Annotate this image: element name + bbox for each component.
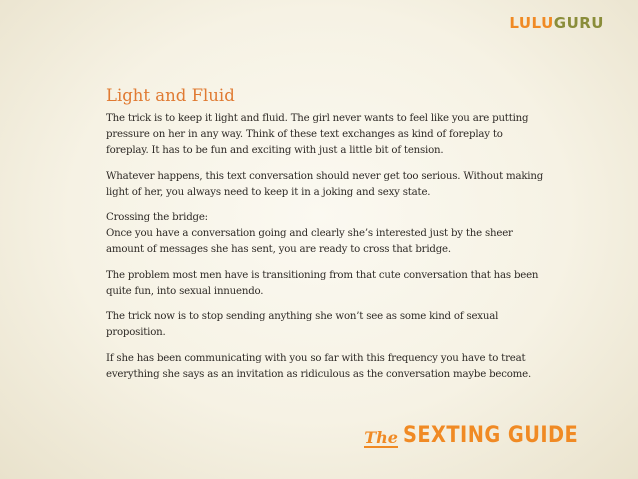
paragraph: The trick now is to stop sending anything she won’t see as some kind of sexual proposition. bbox=[106, 311, 499, 338]
brand-logo-part2: GURU bbox=[553, 14, 604, 32]
body-text bbox=[106, 111, 548, 392]
brand-logo bbox=[509, 14, 604, 32]
paragraph: The problem most men have is transitioning from that cute conversation that has been quite fun, into sexual innuendo. bbox=[106, 269, 539, 297]
paragraph: Whatever happens, this text conversation should never get too serious. Without making light of her, you always need to keep it in a joking and sexy state. bbox=[106, 170, 544, 198]
footer-logo bbox=[364, 424, 602, 448]
footer-logo-title: SEXTING GUIDE bbox=[402, 423, 579, 448]
paragraph: The trick is to keep it light and fluid. The girl never wants to feel like you are putting pressure on her in any way. Think of these text exchanges as kind of foreplay to foreplay. It has to be fun and exciting with just a little bit of tension. bbox=[106, 113, 529, 156]
brand-logo-part1: LULU bbox=[509, 14, 554, 32]
subheading: Crossing the bridge: bbox=[106, 212, 208, 223]
paragraph: Crossing the bridge: Once you have a conversation going and clearly she’s interested just by the sheer amount of messages she has sent, you are ready to cross that bridge. bbox=[106, 212, 513, 255]
paragraph: If she has been communicating with you so far with this frequency you have to treat everything she says as an invitation as ridiculous as the conversation maybe become. bbox=[106, 352, 531, 380]
footer-logo-the: The bbox=[364, 428, 398, 447]
section-heading: Light and Fluid bbox=[106, 86, 235, 105]
